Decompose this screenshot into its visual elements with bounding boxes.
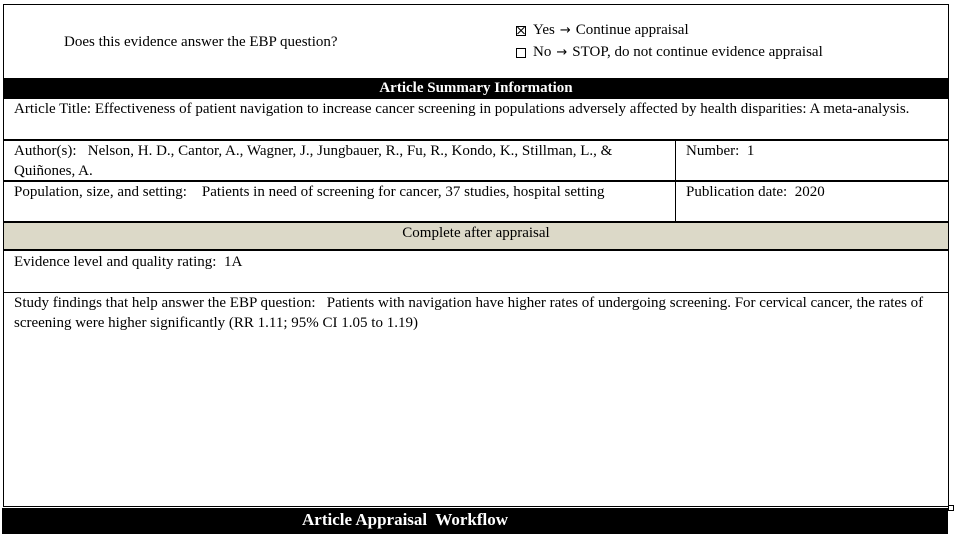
- no-checkbox[interactable]: [516, 48, 526, 58]
- study-findings-value: Patients with navigation have higher rates of undergoing screening. For cervical cancer, the rates of screening were higher significantly (RR 1.11; 95% CI 1.05 to 1.19): [14, 295, 924, 331]
- study-findings-label: Study findings that help answer the EBP question:: [14, 295, 316, 311]
- authors-value: Nelson, H. D., Cantor, A., Wagner, J., Jungbauer, R., Fu, R., Kondo, K., Stillman, L., & Quiñones, A.: [14, 143, 613, 179]
- population-label: Population, size, and setting:: [14, 184, 187, 200]
- no-label: No: [533, 44, 552, 60]
- study-findings-cell[interactable]: [3, 292, 949, 507]
- number-label: Number:: [686, 143, 740, 159]
- workflow-title: Article Appraisal Workflow: [302, 510, 509, 529]
- publication-date-value: 2020: [794, 184, 825, 200]
- publication-date-label: Publication date:: [686, 184, 788, 200]
- article-title-label: Article Title:: [14, 101, 92, 117]
- number-cell[interactable]: [675, 140, 949, 181]
- population-cell[interactable]: [3, 181, 676, 222]
- workflow-footer-bar: [2, 508, 948, 534]
- yes-action-text: Continue appraisal: [575, 22, 689, 38]
- yes-label: Yes: [533, 22, 555, 38]
- number-value: 1: [746, 143, 755, 159]
- authors-label: Author(s):: [14, 143, 77, 159]
- evidence-question-row: [3, 4, 949, 79]
- population-value: Patients in need of screening for cancer, 37 studies, hospital setting: [201, 184, 605, 200]
- evidence-level-label: Evidence level and quality rating:: [14, 254, 217, 270]
- evidence-question-text: Does this evidence answer the EBP question?: [64, 34, 338, 50]
- yes-option[interactable]: [516, 22, 689, 39]
- complete-after-appraisal-band: Complete after appraisal: [3, 222, 949, 250]
- evidence-level-cell[interactable]: [3, 250, 949, 293]
- arrow-right-icon: →: [559, 23, 571, 38]
- no-action-text: STOP, do not continue evidence appraisal: [572, 44, 823, 60]
- authors-cell[interactable]: [3, 140, 676, 181]
- arrow-right-icon: →: [556, 45, 568, 60]
- evidence-level-value: 1A: [223, 254, 243, 270]
- article-summary-header: Article Summary Information: [3, 79, 949, 98]
- publication-date-cell[interactable]: [675, 181, 949, 222]
- resize-handle[interactable]: [948, 505, 954, 511]
- article-title-value: Effectiveness of patient navigation to increase cancer screening in populations adversely affected by health disparities: A meta-analysis.: [94, 101, 910, 117]
- no-option[interactable]: [516, 44, 823, 61]
- article-title-cell[interactable]: [3, 98, 949, 140]
- yes-checkbox[interactable]: [516, 26, 526, 36]
